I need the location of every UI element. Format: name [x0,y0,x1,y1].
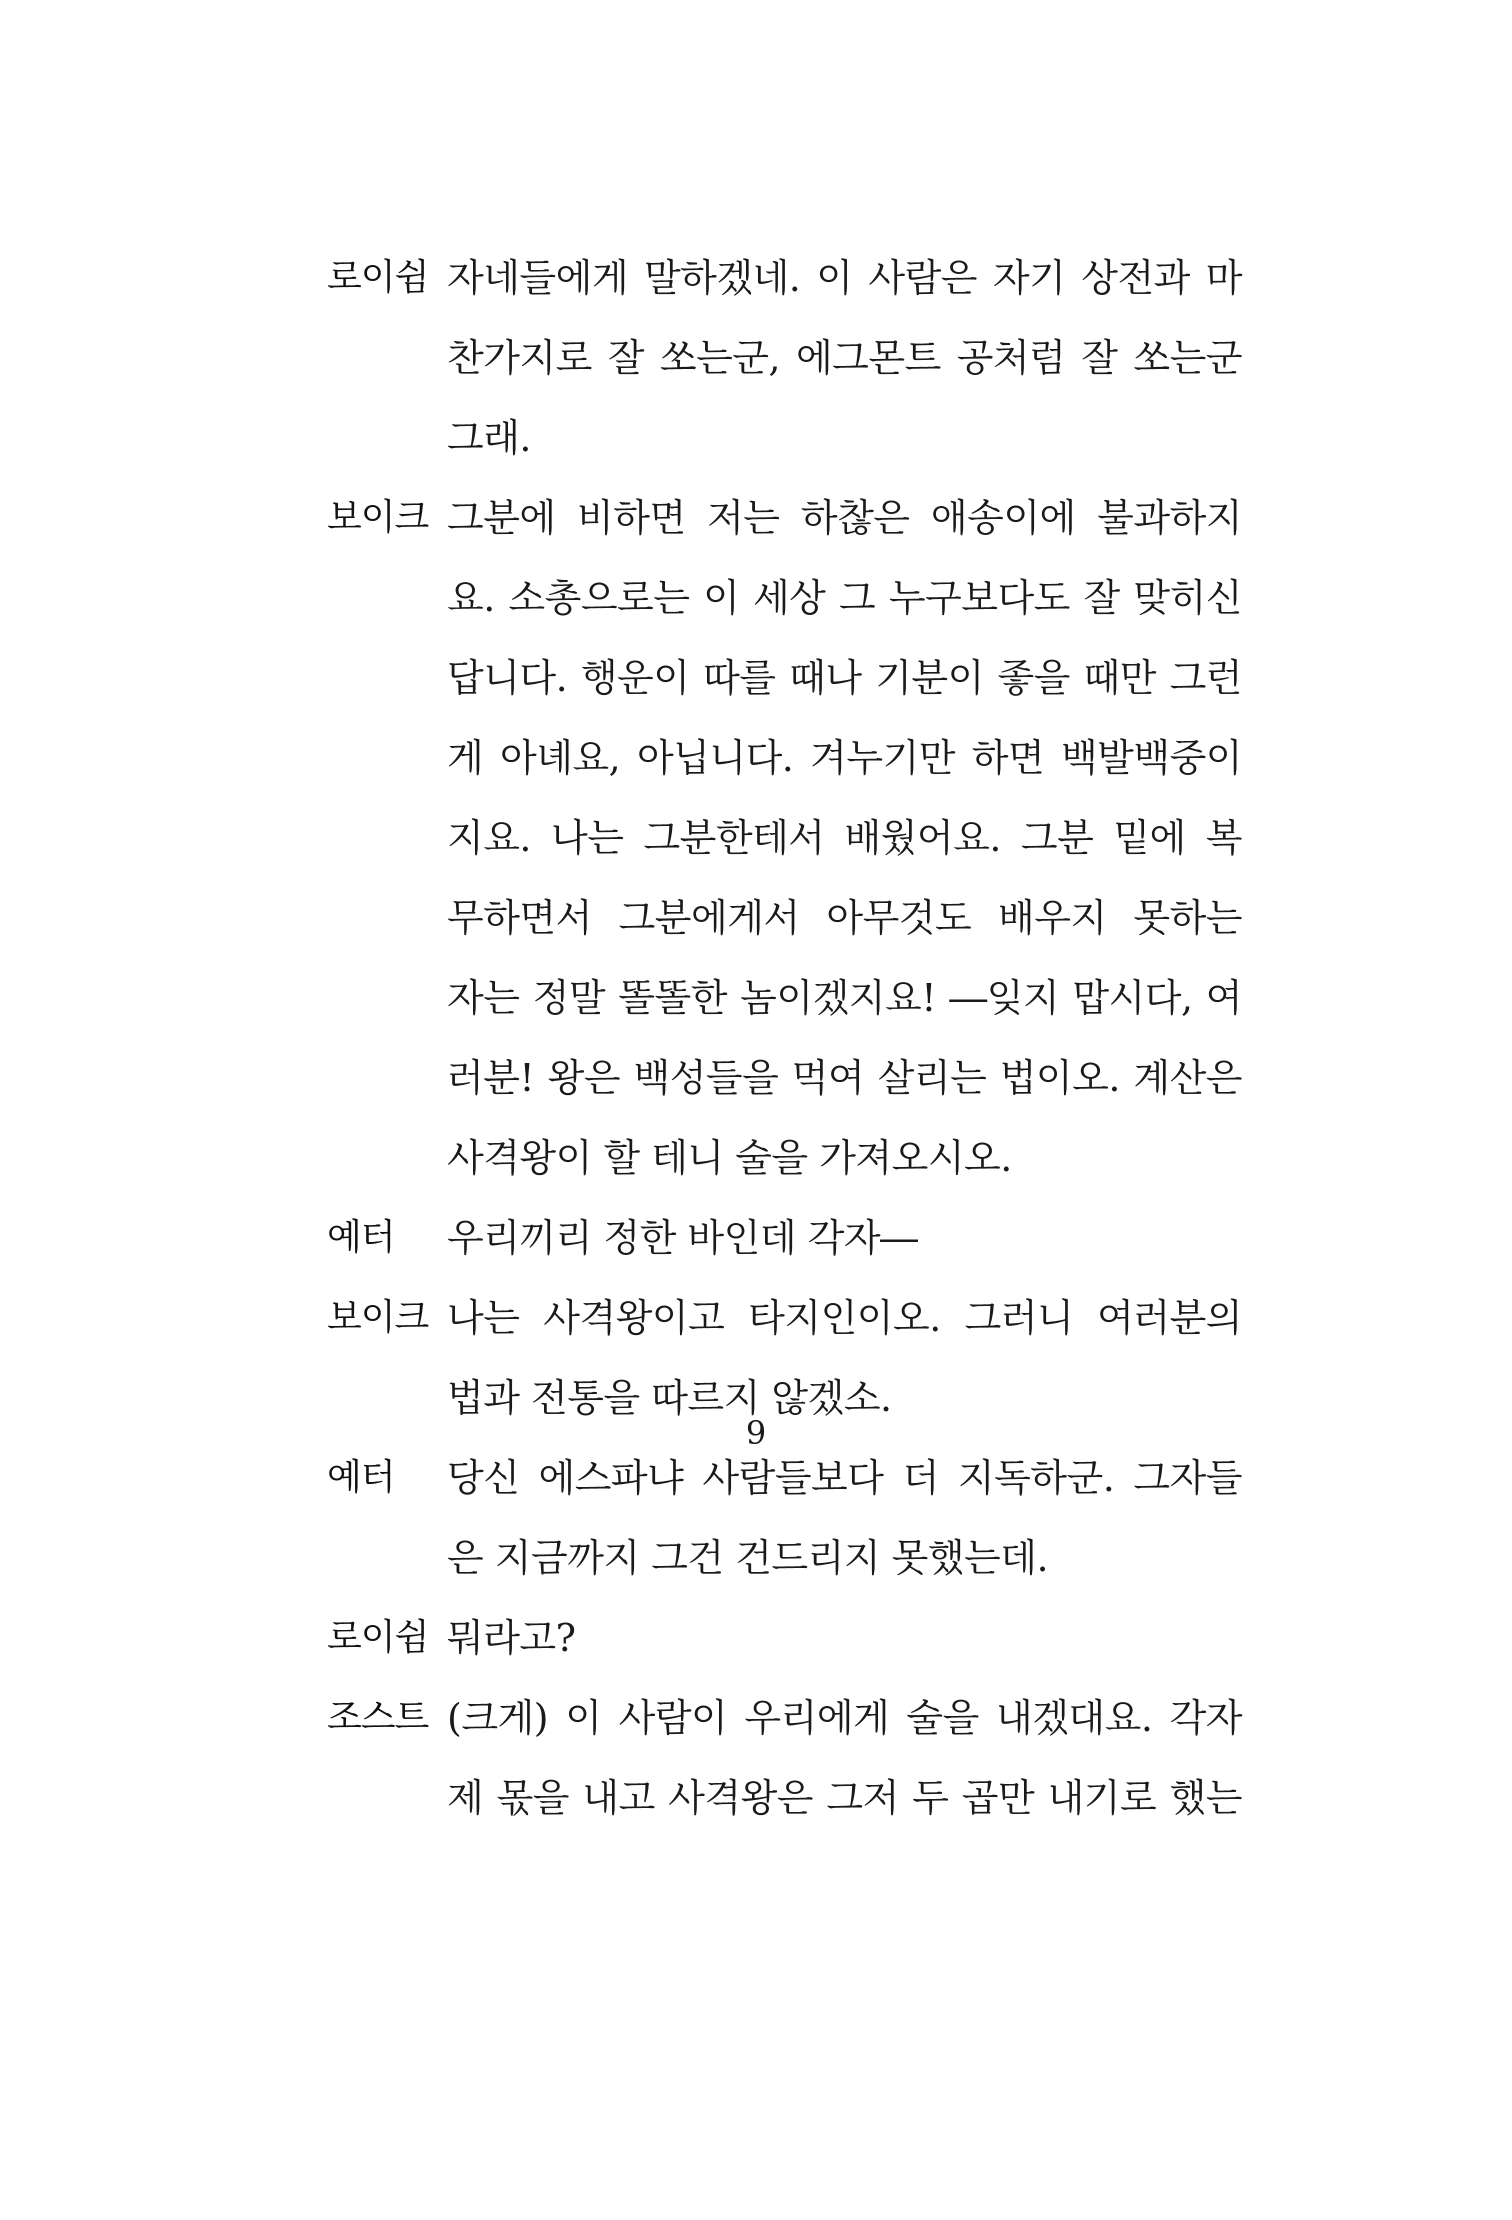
dialogue-line: (크게) 이 사람이 우리에게 술을 내겠대요. 각자 [447,1696,1242,1740]
dialogue-line: 게 아녜요, 아닙니다. 겨누기만 하면 백발백중이 [447,736,1242,780]
dialogue-line: 찬가지로 잘 쏘는군, 에그몬트 공처럼 잘 쏘는군 [447,336,1242,380]
dialogue-line: 당신 에스파냐 사람들보다 더 지독하군. 그자들 [447,1456,1242,1500]
dialogue-line: 지요. 나는 그분한테서 배웠어요. 그분 밑에 복 [447,816,1242,860]
dialogue-line: 답니다. 행운이 따를 때나 기분이 좋을 때만 그런 [447,656,1242,700]
dialogue-line: 무하면서 그분에게서 아무것도 배우지 못하는 [447,896,1242,940]
dialogue-entry [327,238,1242,478]
dialogue-line: 제 몫을 내고 사격왕은 그저 두 곱만 내기로 했는 [447,1776,1242,1820]
dialogue-line: 법과 전통을 따르지 않겠소. [447,1376,892,1420]
dialogue-entry [327,1198,1242,1278]
dialogue-line: 사격왕이 할 테니 술을 가져오시오. [447,1136,1012,1180]
dialogue-line: 뭐라고? [447,1616,576,1660]
dialogue-entry [327,1438,1242,1598]
dialogue-line: 우리끼리 정한 바인데 각자― [447,1216,918,1260]
dialogue-line: 그분에 비하면 저는 하찮은 애송이에 불과하지 [447,496,1242,540]
speaker-name: 조스트 [327,1697,429,1738]
dialogue-line: 은 지금까지 그건 건드리지 못했는데. [447,1536,1049,1580]
dialogue-line: 요. 소총으로는 이 세상 그 누구보다도 잘 맞히신 [447,576,1242,620]
speaker-name: 로이쉼 [327,257,429,298]
dialogue-line: 자는 정말 똘똘한 놈이겠지요! ―잊지 맙시다, 여 [447,976,1242,1020]
dialogue-line: 자네들에게 말하겠네. 이 사람은 자기 상전과 마 [447,256,1242,300]
page-number: 9 [745,1414,767,1452]
dialogue-line: 그래. [447,416,531,460]
speaker-name: 보이크 [327,497,429,538]
speaker-name: 로이쉼 [327,1617,429,1658]
dialogue-line: 나는 사격왕이고 타지인이오. 그러니 여러분의 [447,1296,1242,1340]
speaker-name: 예터 [327,1457,395,1498]
dialogue-entry [327,478,1242,1198]
speaker-name: 보이크 [327,1297,429,1338]
speaker-name: 예터 [327,1217,395,1258]
dialogue-line: 러분! 왕은 백성들을 먹여 살리는 법이오. 계산은 [447,1056,1242,1100]
dialogue-script [327,238,1242,1838]
dialogue-entry [327,1598,1242,1678]
dialogue-entry [327,1678,1242,1838]
